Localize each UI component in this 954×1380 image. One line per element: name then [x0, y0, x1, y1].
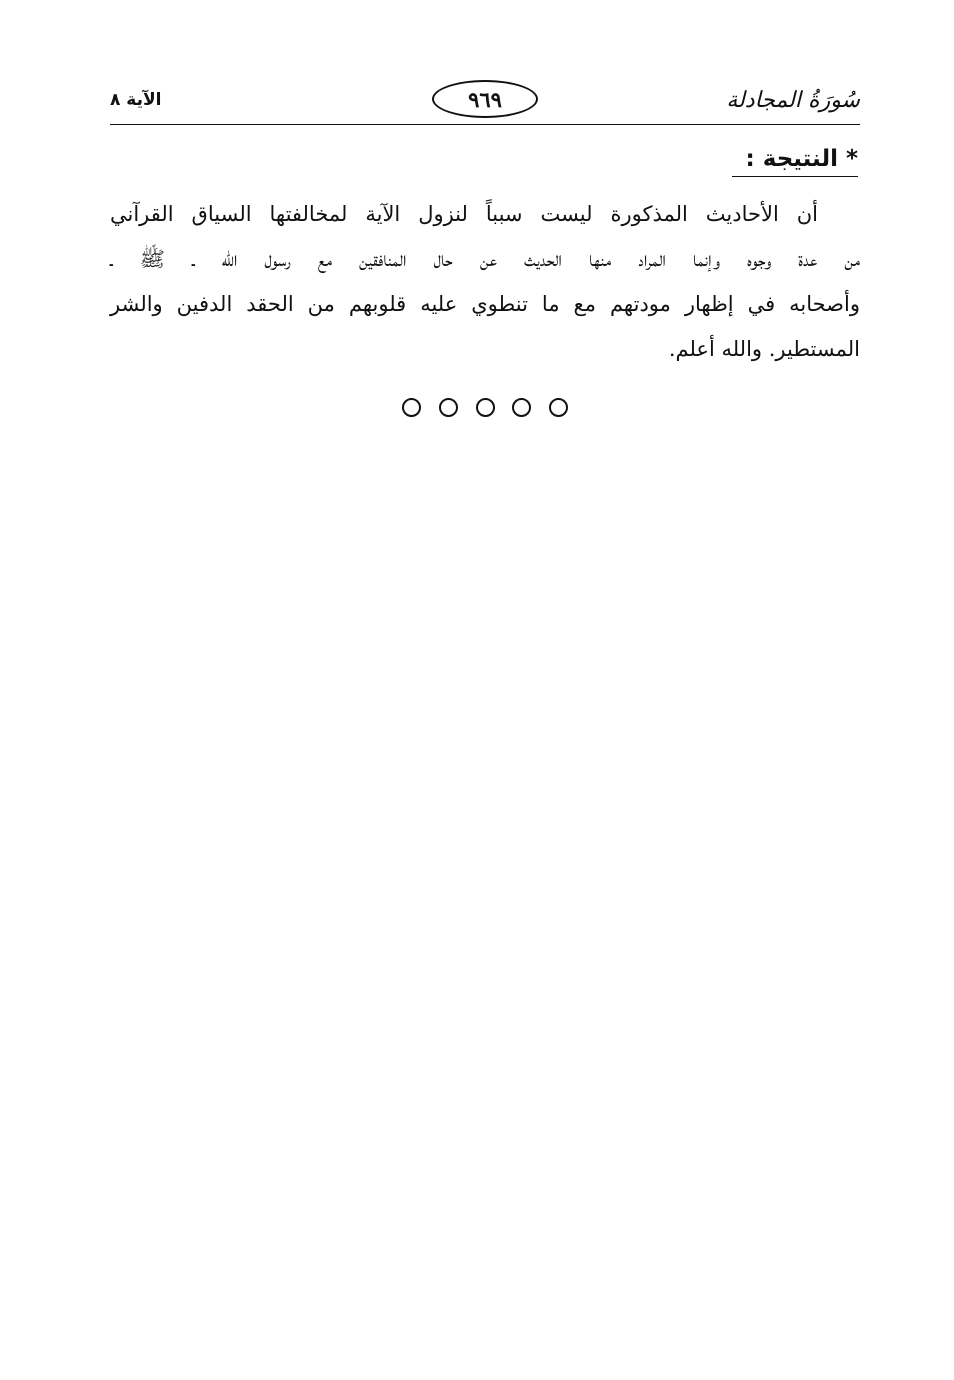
- body-paragraph: [110, 192, 860, 372]
- star-icon: *: [845, 146, 858, 172]
- page-number: ٩٦٩: [432, 80, 538, 118]
- separator-circle-icon: [549, 398, 568, 417]
- separator-circle-icon: [512, 398, 531, 417]
- body-line: المستطير. والله أعلم.: [668, 337, 860, 361]
- body-line: أن الأحاديث المذكورة ليست سبباً لنزول الآية لمخالفتها السياق القرآني: [110, 202, 818, 226]
- body-line: من عدة وجوه وإنما المراد منها الحديث عن حال المنافقين مع رسول الله ـ ﷺ ـ: [110, 247, 860, 271]
- separator-circle-icon: [476, 398, 495, 417]
- separator-circle-icon: [439, 398, 458, 417]
- separator-circle-icon: [402, 398, 421, 417]
- section-heading-text: النتيجة :: [745, 146, 838, 172]
- running-header: [110, 78, 860, 120]
- header-divider: [110, 124, 860, 125]
- ayah-label: الآية ٨: [110, 90, 162, 110]
- surah-title: سُورَةُ المجادلة: [726, 88, 860, 113]
- section-separator: [402, 395, 568, 419]
- section-heading: [732, 146, 858, 177]
- body-line: وأصحابه في إظهار مودتهم مع ما تنطوي عليه قلوبهم من الحقد الدفين والشر: [110, 292, 860, 316]
